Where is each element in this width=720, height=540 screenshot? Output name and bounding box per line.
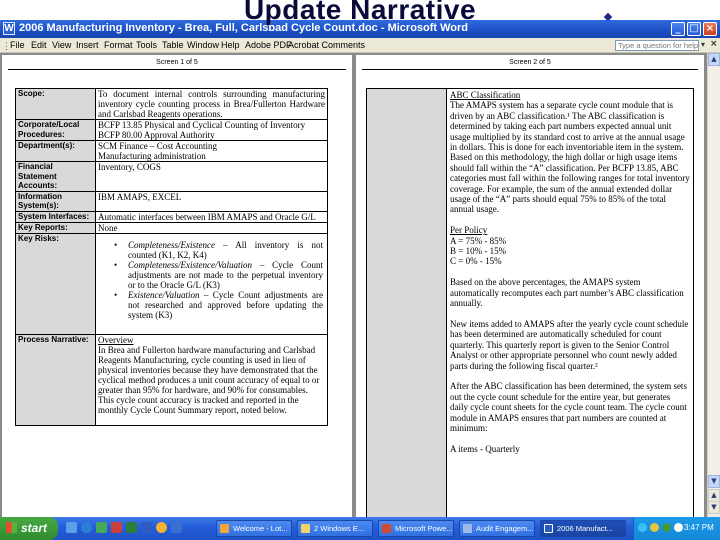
key-risks-label: Key Risks:: [16, 233, 96, 334]
quicklaunch-ie-icon[interactable]: [81, 522, 92, 533]
start-button[interactable]: [0, 517, 58, 540]
departments-value: [96, 141, 328, 162]
task-word-document[interactable]: 2006 Manufact...: [540, 520, 626, 537]
menu-insert[interactable]: Insert: [76, 40, 99, 50]
menu-acrobat-comments[interactable]: Acrobat Comments: [288, 40, 366, 50]
task-audit-engagement[interactable]: Audit Engagem...: [459, 520, 535, 537]
help-dropdown-icon[interactable]: ▾: [701, 40, 706, 49]
start-label: start: [21, 521, 48, 535]
word-icon: [544, 524, 553, 533]
menu-tools[interactable]: Tools: [136, 40, 158, 50]
help-search-input[interactable]: Type a question for help: [615, 40, 699, 51]
lotus-icon: [220, 524, 229, 533]
department-line: SCM Finance – Cost Accounting: [98, 141, 217, 151]
vertical-scrollbar[interactable]: [707, 53, 720, 517]
menu-view[interactable]: View: [52, 40, 72, 50]
risk-list: [98, 234, 325, 334]
table-row: [367, 89, 694, 518]
header-rule: [362, 69, 698, 70]
menu-help[interactable]: Help: [221, 40, 240, 50]
procedure-line: BCFP 80.00 Approval Authority: [98, 130, 215, 140]
minimize-button[interactable]: _: [671, 22, 685, 36]
document-icon: [463, 524, 472, 533]
list-item: [100, 240, 323, 260]
powerpoint-icon: [382, 524, 391, 533]
scope-label: Scope:: [16, 89, 96, 120]
risk-term: Completeness/Existence/Valuation: [128, 259, 252, 270]
taskbar-clock: 3:47 PM: [684, 523, 714, 532]
table-row: [16, 89, 328, 120]
header-rule: [8, 69, 346, 70]
key-reports-value: None: [96, 222, 328, 233]
scroll-up-icon[interactable]: ▲: [708, 53, 720, 66]
new-items-paragraph: New items added to AMAPS after the yearly cycle count schedule has been determined are automatically scheduled for count quarterly. This quarterly report is given to the Senior Control Analyst or other appropriate personnel who count newly added parts during the following fiscal quarter.²: [450, 318, 689, 371]
recompute-paragraph: Based on the above percentages, the AMAPS system automatically recomputes each part number’s ABC classification annually.: [450, 277, 684, 309]
list-item: [100, 260, 323, 290]
close-button[interactable]: ×: [703, 22, 717, 36]
task-powerpoint[interactable]: Microsoft Powe...: [378, 520, 454, 537]
quicklaunch-messenger-icon[interactable]: [156, 522, 167, 533]
system-interfaces-value: Automatic interfaces between IBM AMAPS and Oracle G/L: [96, 211, 328, 222]
table-row: [16, 141, 328, 162]
taskbar: [0, 517, 720, 540]
menu-bar: [0, 38, 720, 53]
table-row: [16, 334, 328, 425]
key-reports-label: Key Reports:: [16, 222, 96, 233]
policy-line: C = 0% - 15%: [450, 256, 502, 267]
windows-logo-icon: [6, 522, 17, 533]
departments-label: Department(s):: [16, 141, 96, 162]
policy-line: A = 75% - 85%: [450, 235, 507, 246]
quicklaunch-powerpoint-icon[interactable]: [111, 522, 122, 533]
word-app-icon[interactable]: W: [4, 23, 14, 34]
corporate-procedures-label: Corporate/Local Procedures:: [16, 120, 96, 141]
label-column: [367, 89, 447, 518]
table-row: [16, 233, 328, 334]
risk-text: – Cycle Count adjustments are not researched and approved before updating the system (K3): [128, 289, 323, 320]
quicklaunch-app-icon[interactable]: [96, 522, 107, 533]
list-item: [100, 290, 323, 320]
a-items-line: A items - Quarterly: [450, 443, 520, 454]
menu-adobe-pdf[interactable]: Adobe PDF: [245, 40, 292, 50]
risk-term: Existence/Valuation: [128, 289, 200, 300]
narrative-column: [447, 89, 694, 518]
task-windows-explorer[interactable]: 2 Windows E...: [297, 520, 373, 537]
document-page-2[interactable]: [356, 55, 704, 517]
folder-icon: [301, 524, 310, 533]
close-document-icon[interactable]: ×: [710, 39, 718, 49]
table-row: [16, 222, 328, 233]
menu-edit[interactable]: Edit: [31, 40, 47, 50]
scroll-down-icon[interactable]: ▼: [708, 475, 720, 488]
key-risks-value: [96, 233, 328, 334]
menu-format[interactable]: Format: [104, 40, 133, 50]
control-table: [15, 88, 328, 426]
document-workspace[interactable]: [0, 53, 707, 517]
maximize-button[interactable]: □: [687, 22, 701, 36]
process-narrative-value: [96, 334, 328, 425]
information-systems-value: IBM AMAPS, EXCEL: [96, 191, 328, 211]
financial-accounts-label: Financial Statement Accounts:: [16, 162, 96, 192]
table-row: [16, 120, 328, 141]
table-row: [16, 162, 328, 192]
menu-file[interactable]: File: [10, 40, 25, 50]
risk-text: – All inventory is not counted (K1, K2, K4): [128, 239, 323, 260]
task-welcome[interactable]: Welcome - Lot...: [216, 520, 292, 537]
menu-grip-icon[interactable]: ⋮: [2, 41, 11, 51]
menu-table[interactable]: Table: [162, 40, 184, 50]
tray-app-icon[interactable]: [674, 523, 683, 532]
tray-network-icon[interactable]: [638, 523, 647, 532]
slide-title: Update Narrative: [243, 0, 477, 25]
scope-value: To document internal controls surrounding manufacturing inventory cycle counting process in Brea/Fullerton Hardware and Carlsbad Reagents operations.: [96, 89, 328, 120]
procedure-line: BCFP 13.85 Physical and Cyclical Counting of Inventory: [98, 120, 306, 130]
schedule-paragraph: After the ABC classification has been determined, the system sets out the cycle count schedule for the entire year, but generates daily cycle count sheets for the cycle count team. The cycle count module in AMAPS ensures that part numbers are counted at minimum:: [450, 381, 687, 433]
department-line: Manufacturing administration: [98, 151, 206, 161]
overview-heading: Overview: [98, 334, 134, 345]
page-header: Screen 2 of 5: [509, 59, 551, 66]
document-page-1[interactable]: [2, 55, 352, 517]
policy-line: B = 10% - 15%: [450, 246, 507, 257]
information-systems-label: Information System(s):: [16, 191, 96, 211]
abc-heading: ABC Classification: [450, 90, 521, 100]
risk-text: – Cycle Count adjustments are not made to the perpetual inventory or to the Oracle G/L (K3): [128, 259, 323, 290]
menu-window[interactable]: Window: [187, 40, 220, 50]
tray-volume-icon[interactable]: [650, 523, 659, 532]
quicklaunch-excel-icon[interactable]: [126, 522, 137, 533]
quicklaunch-desktop-icon[interactable]: [66, 522, 77, 533]
corporate-procedures-value: [96, 120, 328, 141]
page-header: Screen 1 of 5: [156, 59, 198, 66]
table-row: [16, 191, 328, 211]
policy-heading: Per Policy: [450, 225, 488, 236]
window-title: 2006 Manufacturing Inventory - Brea, Full, Carlsbad Cycle Count.doc - Microsoft Word: [19, 22, 469, 34]
system-interfaces-label: System Interfaces:: [16, 211, 96, 222]
previous-page-icon[interactable]: ▲: [708, 489, 720, 502]
tray-security-icon[interactable]: [662, 523, 671, 532]
process-narrative-label: Process Narrative:: [16, 334, 96, 425]
quicklaunch-extra-icon[interactable]: [171, 522, 182, 533]
table-row: [16, 211, 328, 222]
quicklaunch-word-icon[interactable]: [141, 522, 152, 533]
financial-accounts-value: Inventory, COGS: [96, 162, 328, 192]
risk-term: Completeness/Existence: [128, 239, 215, 250]
next-page-icon[interactable]: ▼: [708, 501, 720, 514]
abc-paragraph: The AMAPS system has a separate cycle count module that is driven by an ABC classification.¹ The ABC classification is determined by taking each part numbers expected annual unit usage multiplied by its standard cost to arrive at the annual usage in dollars. This is done for each inventoriable item in the system. Based on this methodology, the high dollar or high usage items should fall within the “A” classification. Per BCFP 13.85, ABC categories must fall within the following ranges for total inventory coverage. For example, the sum of the annual extended dollar usage of the “A” parts should equal 75% to 85% of the total annual usage.: [450, 100, 690, 215]
overview-text: In Brea and Fullerton hardware manufacturing and Carlsbad Reagents Manufacturing, cycle counting is used in lieu of physical inventories because they have demonstrated that the cyclical method produces a unit count accuracy of equal to or greater than 95% for hardware, and 90% for consumables. This cycle count accuracy is tracked and reported in the monthly Cycle Count Summary report, noted below.: [98, 344, 320, 415]
narrative-table: [366, 88, 694, 517]
